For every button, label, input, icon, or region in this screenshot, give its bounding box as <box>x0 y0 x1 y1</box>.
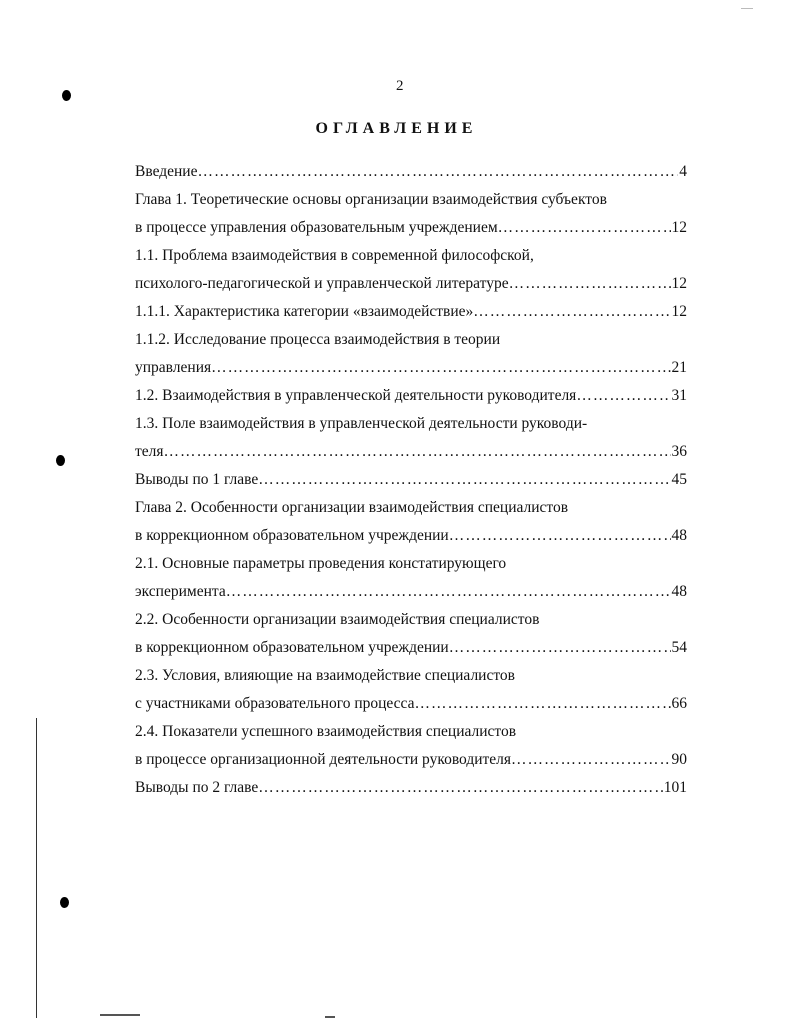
toc-leader-dots <box>415 690 671 718</box>
toc-entry <box>135 718 687 746</box>
toc-entry-text: теля <box>135 443 164 460</box>
table-of-contents <box>135 158 687 802</box>
toc-entry-text: Глава 2. Особенности организации взаимодействия специалистов <box>135 499 569 516</box>
toc-entry <box>135 298 687 326</box>
punch-hole-mark <box>60 897 69 908</box>
toc-entry <box>135 690 687 718</box>
toc-leader-dots <box>197 158 678 186</box>
toc-entry-text: 1.1.1. Характеристика категории «взаимодействие» <box>135 303 474 320</box>
toc-leader-dots <box>473 298 670 326</box>
toc-leader-dots <box>226 578 671 606</box>
toc-entry-text: Введение <box>135 163 198 180</box>
toc-entry <box>135 494 687 522</box>
toc-entry <box>135 382 687 410</box>
toc-entry <box>135 746 687 774</box>
toc-entry-text: 2.1. Основные параметры проведения констатирующего <box>135 555 507 572</box>
toc-entry <box>135 578 687 606</box>
scan-margin-line <box>36 718 37 1018</box>
toc-leader-dots <box>509 270 671 298</box>
toc-leader-dots <box>164 438 671 466</box>
toc-entry <box>135 522 687 550</box>
toc-entry <box>135 326 687 354</box>
toc-entry-page: 4 <box>679 163 687 180</box>
toc-entry <box>135 634 687 662</box>
toc-entry-text: 1.2. Взаимодействия в управленческой деятельности руководителя <box>135 387 577 404</box>
toc-entry-text: в процессе организационной деятельности руководителя <box>135 751 512 768</box>
toc-entry-page: 45 <box>671 471 687 488</box>
toc-entry-page: 31 <box>671 387 687 404</box>
page-title: ОГЛАВЛЕНИЕ <box>315 120 478 137</box>
toc-entry-text: Глава 1. Теоретические основы организации взаимодействия субъектов <box>135 191 607 208</box>
toc-entry <box>135 270 687 298</box>
toc-entry <box>135 774 687 802</box>
toc-leader-dots <box>576 382 670 410</box>
toc-entry <box>135 466 687 494</box>
toc-entry <box>135 606 687 634</box>
scan-edge-mark <box>325 1016 335 1018</box>
toc-leader-dots <box>258 466 670 494</box>
toc-entry-text: психолого-педагогической и управленческой литературе <box>135 275 509 292</box>
toc-entry <box>135 662 687 690</box>
toc-entry <box>135 438 687 466</box>
toc-entry-page: 36 <box>671 443 687 460</box>
toc-entry-text: 2.3. Условия, влияющие на взаимодействие специалистов <box>135 667 515 684</box>
toc-leader-dots <box>449 634 671 662</box>
toc-entry <box>135 550 687 578</box>
toc-leader-dots <box>258 774 662 802</box>
toc-entry-text: в коррекционном образовательном учреждении <box>135 639 449 656</box>
toc-entry-text: в коррекционном образовательном учреждении <box>135 527 449 544</box>
toc-entry-page: 48 <box>671 583 687 600</box>
toc-leader-dots <box>511 746 670 774</box>
page-number: 2 <box>396 78 404 94</box>
punch-hole-mark <box>56 455 65 466</box>
toc-entry <box>135 410 687 438</box>
toc-entry-text: 1.1. Проблема взаимодействия в современной философской, <box>135 247 534 264</box>
punch-hole-mark <box>62 90 71 101</box>
toc-entry-text: 2.4. Показатели успешного взаимодействия специалистов <box>135 723 517 740</box>
toc-entry-text: в процессе управления образовательным учреждением <box>135 219 498 236</box>
toc-entry-text: 1.1.2. Исследование процесса взаимодействия в теории <box>135 331 501 348</box>
toc-entry <box>135 214 687 242</box>
toc-entry-page: 12 <box>671 219 687 236</box>
toc-leader-dots <box>498 214 671 242</box>
toc-leader-dots <box>211 354 670 382</box>
toc-entry-text: Выводы по 1 главе <box>135 471 259 488</box>
toc-entry-text: управления <box>135 359 212 376</box>
scan-edge-mark <box>100 1014 140 1016</box>
toc-entry-text: 2.2. Особенности организации взаимодействия специалистов <box>135 611 540 628</box>
toc-entry-text: эксперимента <box>135 583 226 600</box>
toc-entry <box>135 242 687 270</box>
toc-entry <box>135 354 687 382</box>
toc-leader-dots <box>449 522 671 550</box>
toc-entry-page: 21 <box>671 359 687 376</box>
scan-corner-mark <box>741 8 753 9</box>
toc-entry-page: 90 <box>671 751 687 768</box>
toc-entry-page: 101 <box>663 779 687 796</box>
toc-entry-text: 1.3. Поле взаимодействия в управленческой деятельности руководи- <box>135 415 588 432</box>
toc-entry <box>135 158 687 186</box>
toc-entry-text: с участниками образовательного процесса <box>135 695 415 712</box>
toc-entry-page: 54 <box>671 639 687 656</box>
toc-entry-text: Выводы по 2 главе <box>135 779 259 796</box>
toc-entry-page: 12 <box>671 303 687 320</box>
toc-entry <box>135 186 687 214</box>
toc-entry-page: 12 <box>671 275 687 292</box>
toc-entry-page: 66 <box>671 695 687 712</box>
toc-entry-page: 48 <box>671 527 687 544</box>
